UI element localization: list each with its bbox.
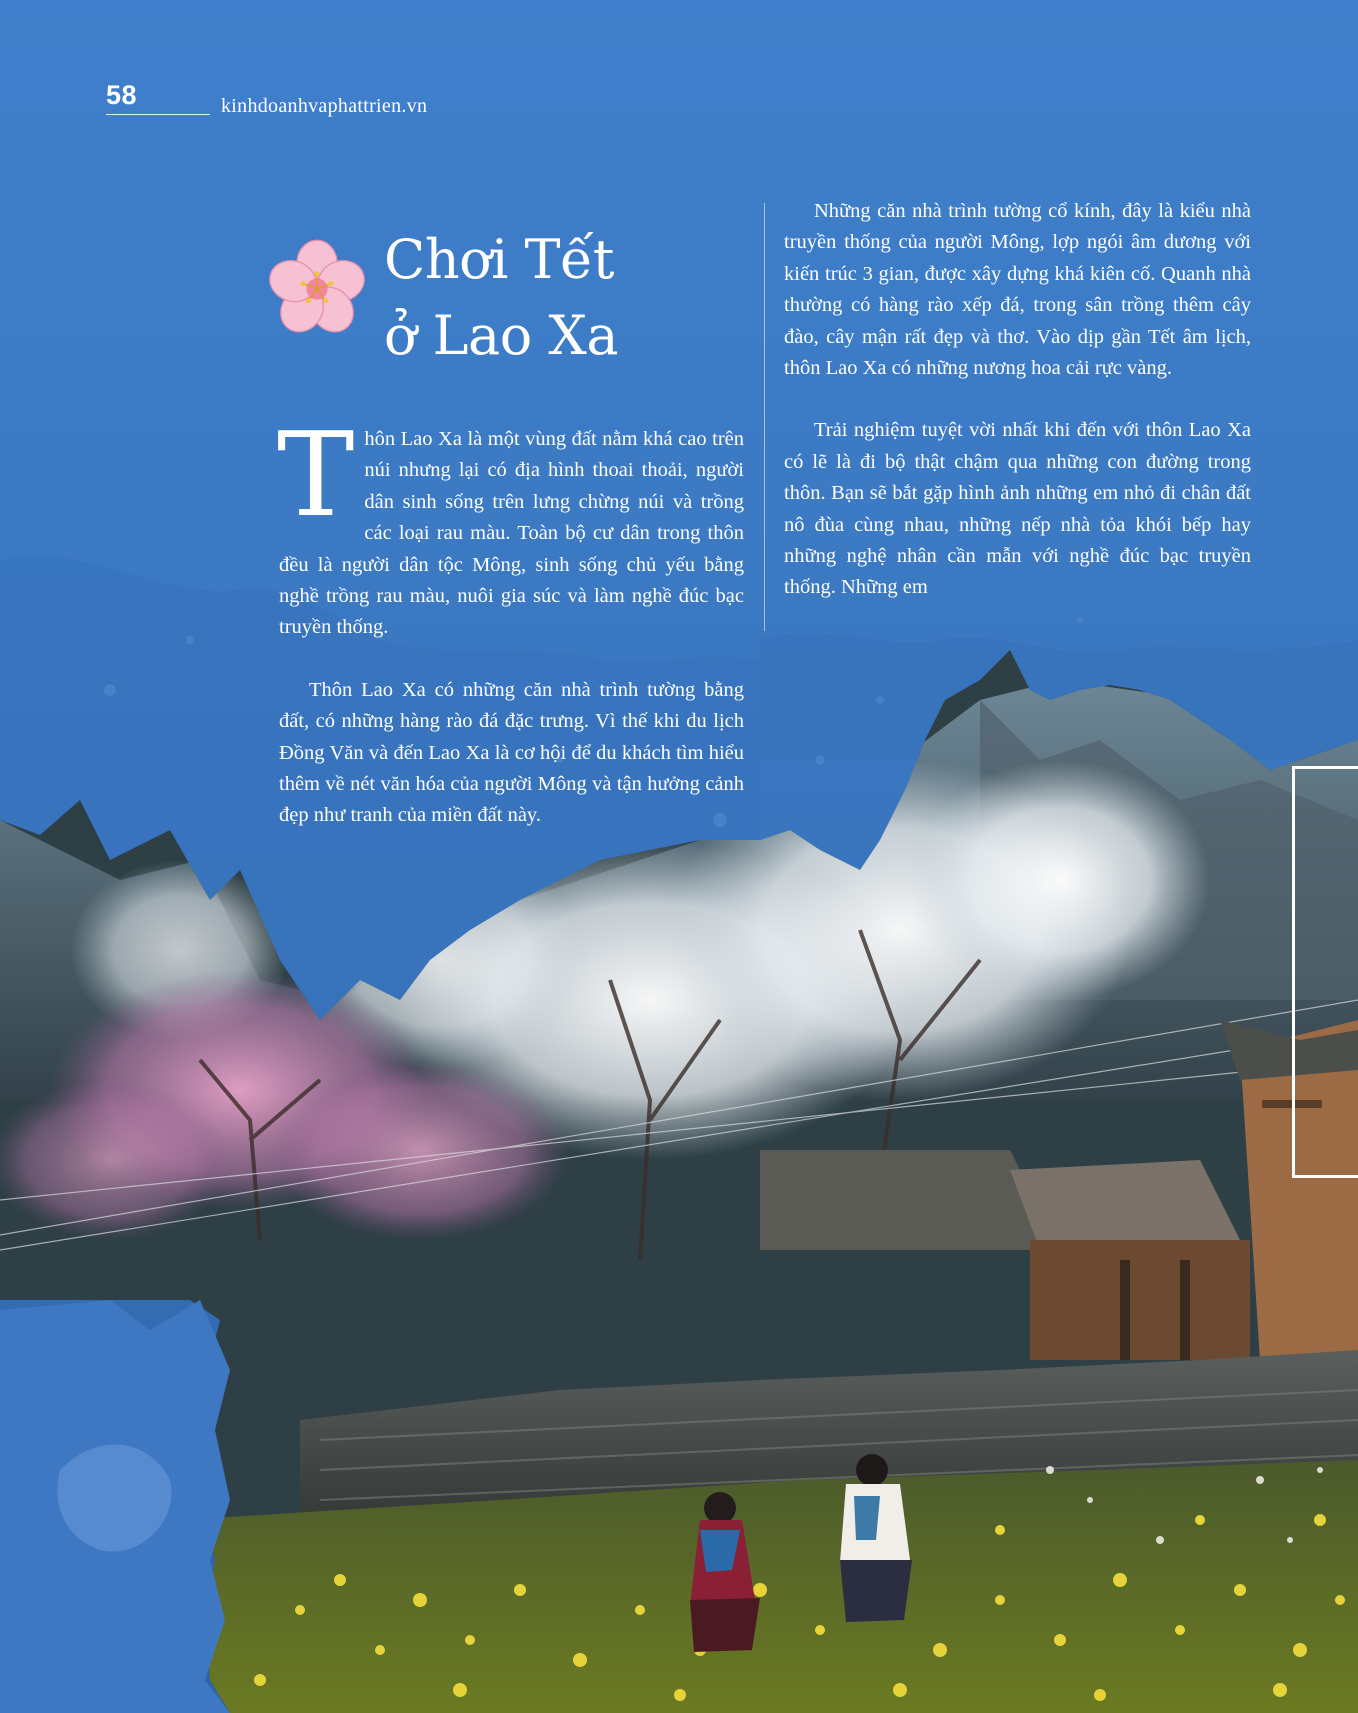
header-rule	[106, 114, 210, 115]
left-paragraph-1-text: hôn Lao Xa là một vùng đất nằm khá cao trên núi nhưng lại có địa hình thoai thoải, người dân sinh sống trên lưng chừng núi và trồng các loại rau màu. Toàn bộ cư dân trong thôn đều là người dân tộc Mông, sinh sống chủ yếu bằng nghề trồng rau màu, nuôi gia súc và làm nghề đúc bạc truyền thống.	[279, 428, 744, 639]
article-title-line1: Chơi Tết	[384, 228, 614, 291]
peach-blossom-icon	[264, 236, 370, 342]
left-column	[277, 408, 744, 863]
article-title-line2: ở Lao Xa	[384, 304, 619, 367]
right-column	[784, 196, 1251, 635]
right-paragraph-2: Trải nghiệm tuyệt vời nhất khi đến với thôn Lao Xa có lẽ là đi bộ thật chậm qua những con đường trong thôn. Bạn sẽ bắt gặp hình ảnh những em nhỏ đi chân đất nô đùa cùng nhau, những nếp nhà tỏa khói bếp hay những nghệ nhân cần mẫn với nghề đúc bạc truyền thống. Những em	[784, 419, 1251, 599]
left-paragraph-2: Thôn Lao Xa có những căn nhà trình tường bằng đất, có những hàng rào đá đặc trưng. Vì thế khi du lịch Đồng Văn và đến Lao Xa là cơ hội để du khách tìm hiểu thêm về nét văn hóa của người Mông và tận hưởng cảnh đẹp như tranh của miền đất này.	[279, 678, 744, 827]
drop-cap: T	[277, 408, 355, 543]
column-divider	[764, 203, 765, 631]
left-paragraph-1	[277, 408, 744, 644]
page-number: 58	[106, 80, 138, 110]
article-title	[384, 222, 714, 374]
site-url: kinhdoanhvaphattrien.vn	[221, 95, 428, 117]
decorative-frame	[1292, 766, 1358, 1178]
right-paragraph-1: Những căn nhà trình tường cổ kính, đây là kiểu nhà truyền thống của người Mông, lợp ngói âm dương với kiến trúc 3 gian, được xây dựng khá kiên cố. Quanh nhà thường có hàng rào xếp đá, trong sân trồng thêm cây đào, cây mận rất đẹp và thơ. Vào dịp gần Tết âm lịch, thôn Lao Xa có những nương hoa cải rực vàng.	[784, 200, 1251, 380]
